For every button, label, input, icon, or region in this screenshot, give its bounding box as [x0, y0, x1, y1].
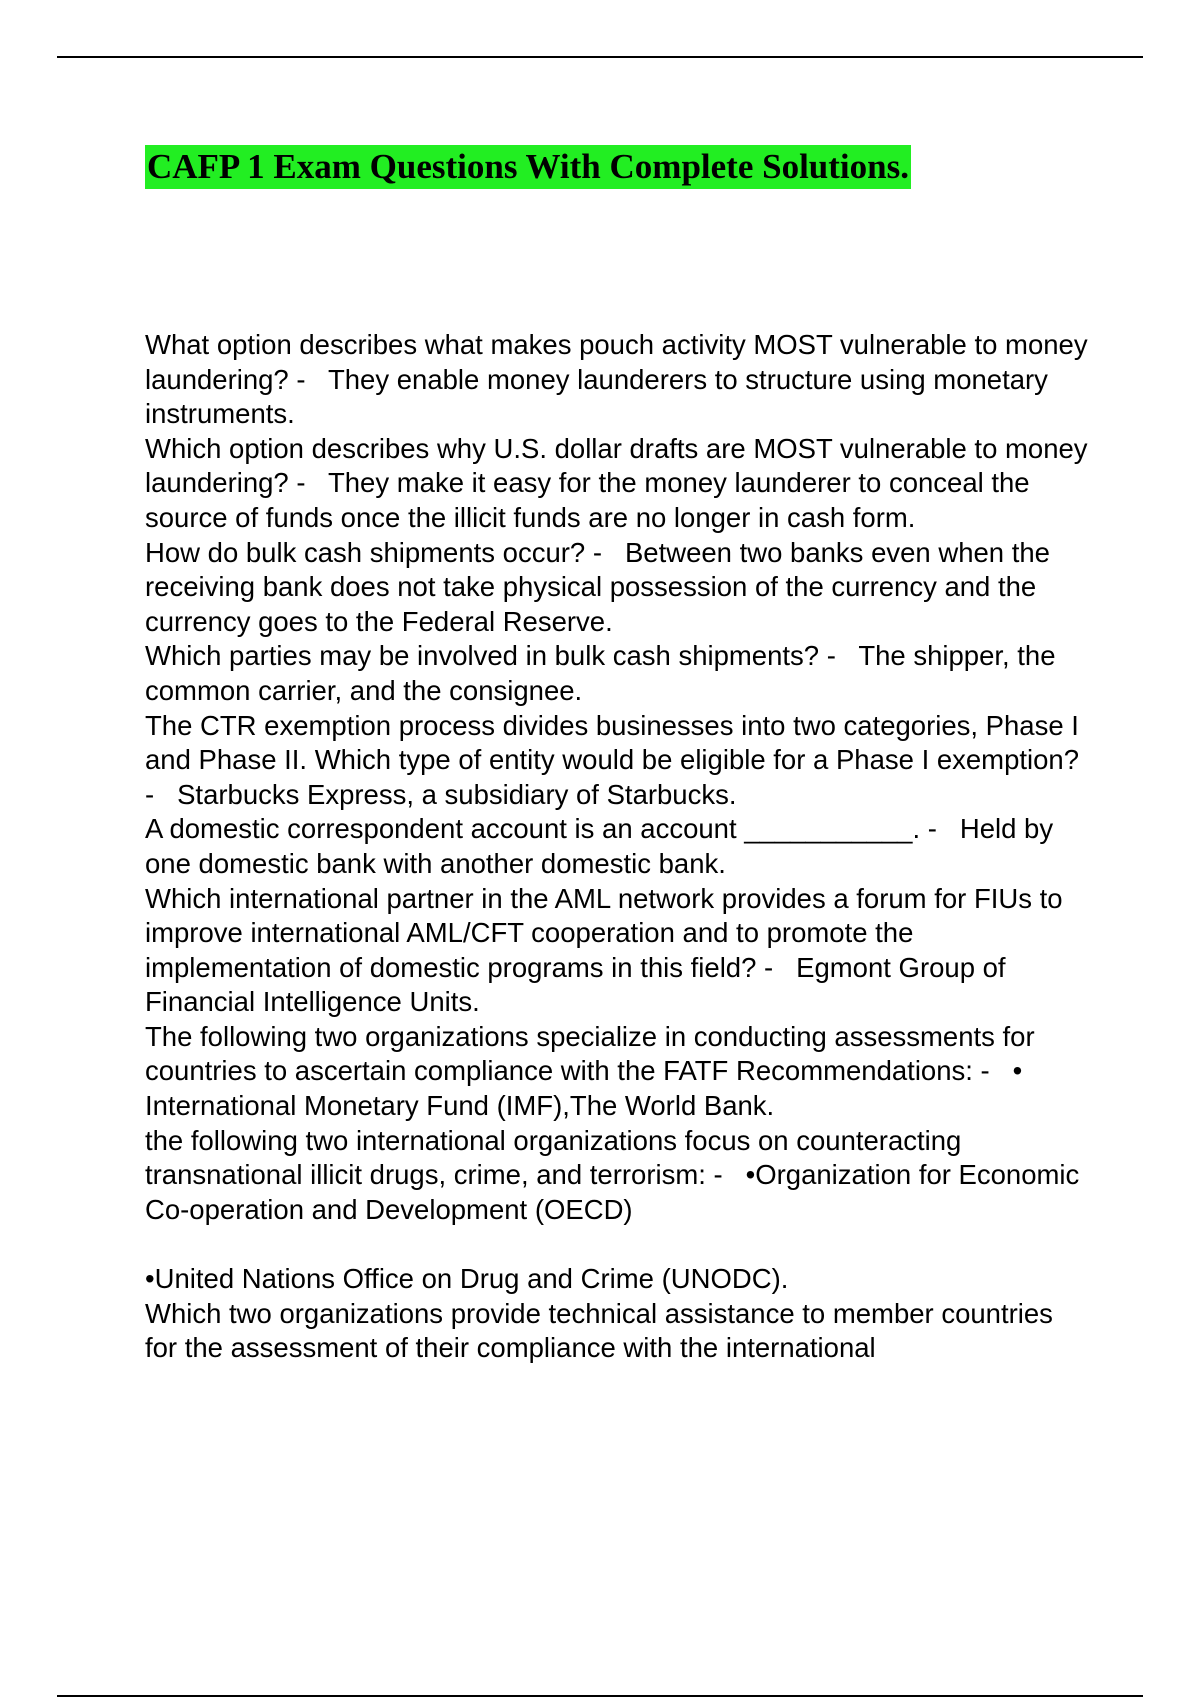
qa-list [145, 328, 1096, 1366]
answer-text: •Organization for Economic Co-operation and Development (OECD) [145, 1159, 1087, 1225]
question-text: Which international partner in the AML network provides a forum for FIUs to improve international AML/CFT cooperation and to promote the implementation of domestic programs in this field? [145, 882, 1071, 983]
qa-item-5 [145, 709, 1090, 813]
answer-text: They enable money launderers to structure using monetary instruments. [145, 363, 1056, 430]
qa-item-9-continued [145, 1262, 1090, 1297]
question-text: Which parties may be involved in bulk cash shipments? [145, 640, 820, 672]
qa-separator: - [288, 467, 328, 499]
qa-item-8 [145, 1020, 1090, 1124]
footer-rule [57, 1695, 1143, 1697]
qa-separator: - [705, 1159, 746, 1191]
question-text: the following two international organizations focus on counteracting transnational illicit drugs, crime, and terrorism: [145, 1124, 969, 1191]
header-rule [57, 56, 1143, 58]
question-text: Which two organizations provide technical assistance to member countries for the assessment of their compliance with the international [145, 1297, 1061, 1364]
qa-item-4 [145, 639, 1090, 708]
question-text: Which option describes why U.S. dollar drafts are MOST vulnerable to money laundering? [145, 432, 1096, 499]
qa-item-1 [145, 328, 1096, 432]
qa-separator: - [819, 640, 859, 672]
qa-separator: - [585, 536, 625, 568]
blank-line [145, 1227, 1090, 1262]
question-text: The CTR exemption process divides businesses into two categories, Phase I and Phase II. Which type of entity would be eligible for a Phase I exemption? [145, 709, 1087, 776]
qa-item-10 [145, 1297, 1090, 1366]
qa-item-3 [145, 536, 1090, 640]
qa-separator: - [288, 363, 328, 395]
answer-text: Egmont Group of Financial Intelligence Units. [145, 951, 1014, 1018]
title-block [145, 145, 911, 189]
question-text: What option describes what makes pouch activity MOST vulnerable to money laundering? [145, 329, 1096, 395]
answer-text: They make it easy for the money launderer to conceal the source of funds once the illicit funds are no longer in cash form. [145, 467, 1038, 533]
answer-text: The shipper, the common carrier, and the consignee. [145, 640, 1064, 706]
question-text: The following two organizations specialize in conducting assessments for countries to ascertain compliance with the FATF Recommendations: [145, 1020, 1043, 1087]
answer-text: Held by one domestic bank with another domestic bank. [145, 813, 1061, 879]
qa-item-7 [145, 882, 1090, 1020]
qa-item-9 [145, 1124, 1090, 1228]
answer-text: • International Monetary Fund (IMF),The World Bank. [145, 1055, 1030, 1122]
answer-text-continued: •United Nations Office on Drug and Crime (UNODC). [145, 1263, 789, 1295]
qa-item-2 [145, 432, 1096, 536]
document-title: CAFP 1 Exam Questions With Complete Solutions. [145, 145, 911, 189]
question-text: How do bulk cash shipments occur? [145, 536, 586, 568]
answer-text: Starbucks Express, a subsidiary of Starbucks. [177, 778, 737, 810]
qa-item-6 [145, 812, 1090, 881]
question-text: A domestic correspondent account is an account ___________. [145, 813, 921, 845]
qa-separator: - [756, 951, 797, 983]
qa-separator: - [145, 744, 1087, 810]
qa-separator: - [972, 1055, 1013, 1087]
answer-text: Between two banks even when the receiving bank does not take physical possession of the currency and the currency goes to the Federal Reserve. [145, 536, 1058, 637]
qa-separator: - [920, 813, 960, 845]
